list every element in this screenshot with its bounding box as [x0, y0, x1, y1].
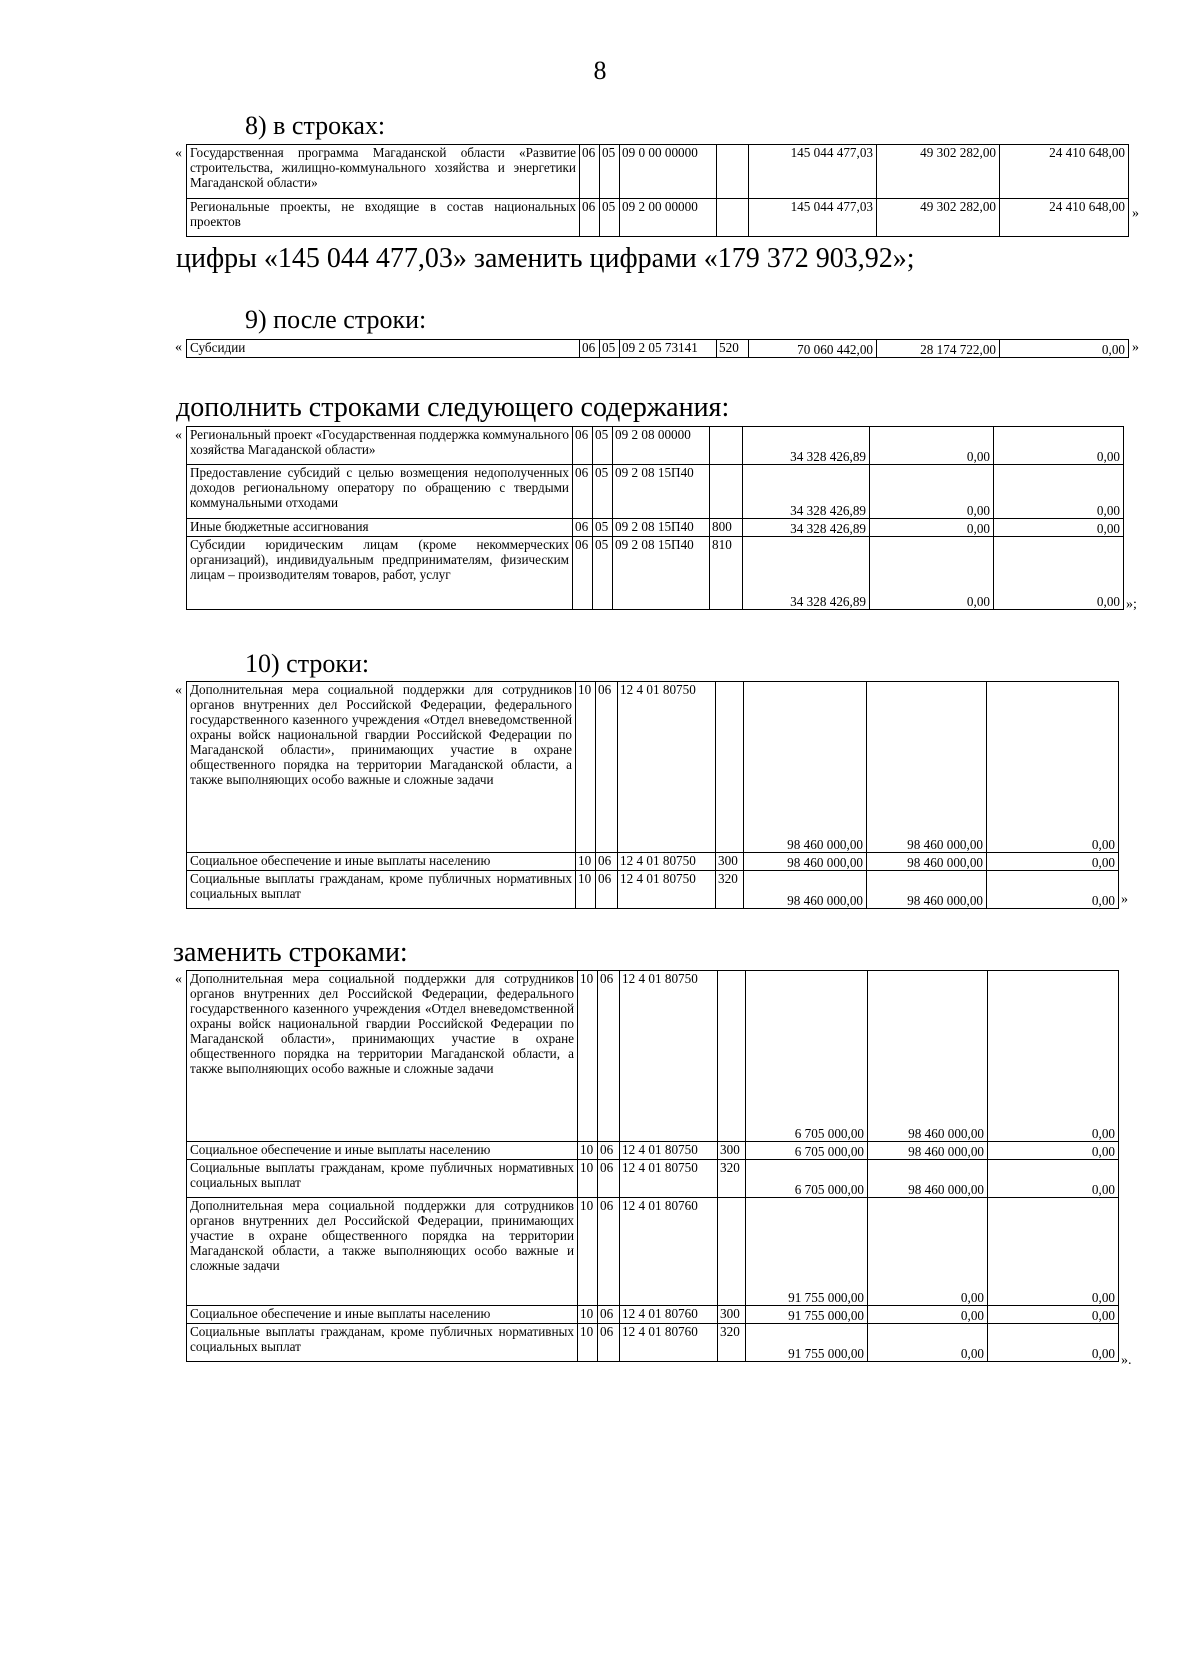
section-10-heading: 10) строки: — [245, 649, 370, 678]
amount-1: 98 460 000,00 — [744, 871, 867, 909]
section-code: 10 — [578, 1142, 598, 1160]
section-code: 10 — [578, 1324, 598, 1362]
target-article-code: 12 4 01 80750 — [620, 1142, 718, 1160]
amount-1: 145 044 477,03 — [749, 145, 877, 199]
row-description: Предоставление субсидий с целью возмещения недополученных доходов региональному оператору по обращению с твердыми коммунальными отходами — [187, 465, 573, 519]
subsection-code: 06 — [596, 871, 618, 909]
expense-type-code: 320 — [718, 1160, 746, 1198]
row-description: Дополнительная мера социальной поддержки для сотрудников органов внутренних дел Российской Федерации, федерального государственного казенного учреждения «Отдел вневедомственной охраны войск национальной гвардии Российской Федерации по Магаданской области», принимающих участие в охране общественного порядка на территории Магаданской области, а также выполняющих особо важные и сложные задачи — [187, 971, 578, 1142]
row-description: Социальные выплаты гражданам, кроме публичных нормативных социальных выплат — [187, 1324, 578, 1362]
row-description: Социальное обеспечение и иные выплаты населению — [187, 1306, 578, 1324]
section-code: 06 — [573, 519, 593, 537]
expense-type-code — [716, 682, 744, 853]
target-article-code: 12 4 01 80750 — [618, 871, 716, 909]
table-row — [187, 1142, 1119, 1160]
amount-1: 70 060 442,00 — [749, 340, 877, 358]
target-article-code: 09 0 00 00000 — [620, 145, 717, 199]
section-10-instruction: заменить строками: — [173, 937, 408, 968]
amount-2: 98 460 000,00 — [867, 682, 987, 853]
close-quote: » — [1132, 206, 1139, 221]
section-code: 10 — [578, 1306, 598, 1324]
subsection-code: 05 — [593, 519, 613, 537]
expense-type-code — [710, 465, 743, 519]
table-row — [187, 853, 1119, 871]
target-article-code: 09 2 08 15П40 — [613, 519, 710, 537]
table-row — [187, 1198, 1119, 1306]
close-quote: »; — [1126, 597, 1137, 612]
expense-type-code — [717, 145, 749, 199]
amount-1: 98 460 000,00 — [744, 853, 867, 871]
amount-3: 0,00 — [1000, 340, 1129, 358]
expense-type-code: 320 — [716, 871, 744, 909]
amount-2: 98 460 000,00 — [867, 853, 987, 871]
row-description: Социальное обеспечение и иные выплаты населению — [187, 853, 576, 871]
table-row — [187, 971, 1119, 1142]
target-article-code: 09 2 05 73141 — [620, 340, 717, 358]
row-description: Дополнительная мера социальной поддержки для сотрудников органов внутренних дел Российской Федерации, принимающих участие в охране общественного порядка на территории Магаданской области, а также выполняющих особо важные и сложные задачи — [187, 1198, 578, 1306]
amount-3: 0,00 — [988, 1198, 1119, 1306]
target-article-code: 09 2 08 15П40 — [613, 465, 710, 519]
target-article-code: 12 4 01 80760 — [620, 1198, 718, 1306]
amount-2: 0,00 — [868, 1306, 988, 1324]
amount-3: 0,00 — [987, 682, 1119, 853]
target-article-code: 12 4 01 80750 — [620, 971, 718, 1142]
amount-3: 0,00 — [994, 465, 1124, 519]
amount-2: 0,00 — [870, 519, 994, 537]
table-row — [187, 427, 1124, 465]
target-article-code: 12 4 01 80760 — [620, 1324, 718, 1362]
expense-type-code: 810 — [710, 537, 743, 610]
expense-type-code: 520 — [717, 340, 749, 358]
section-9-instruction: дополнить строками следующего содержания: — [176, 392, 730, 423]
amount-3: 0,00 — [988, 971, 1119, 1142]
subsection-code: 05 — [593, 465, 613, 519]
amount-3: 0,00 — [988, 1306, 1119, 1324]
amount-1: 6 705 000,00 — [746, 971, 868, 1142]
section-code: 06 — [580, 145, 600, 199]
target-article-code: 12 4 01 80760 — [620, 1306, 718, 1324]
amount-1: 145 044 477,03 — [749, 199, 877, 237]
amount-1: 34 328 426,89 — [743, 427, 870, 465]
amount-2: 49 302 282,00 — [877, 199, 1000, 237]
amount-1: 91 755 000,00 — [746, 1324, 868, 1362]
section-code: 06 — [573, 465, 593, 519]
section-8-instruction: цифры «145 044 477,03» заменить цифрами «179 372 903,92»; — [176, 243, 915, 274]
amount-2: 28 174 722,00 — [877, 340, 1000, 358]
table-row — [187, 1324, 1119, 1362]
table-row — [187, 145, 1129, 199]
row-description: Социальные выплаты гражданам, кроме публичных нормативных социальных выплат — [187, 1160, 578, 1198]
section-8-table — [186, 144, 1129, 237]
row-description: Государственная программа Магаданской области «Развитие строительства, жилищно-коммунального хозяйства и энергетики Магаданской области» — [187, 145, 580, 199]
amount-3: 0,00 — [987, 871, 1119, 909]
subsection-code: 06 — [598, 971, 620, 1142]
table-row — [187, 1160, 1119, 1198]
close-quote: » — [1121, 892, 1128, 907]
amount-3: 0,00 — [994, 537, 1124, 610]
amount-2: 0,00 — [870, 427, 994, 465]
section-8-heading: 8) в строках: — [245, 111, 386, 140]
table-row — [187, 1306, 1119, 1324]
row-description: Социальные выплаты гражданам, кроме публичных нормативных социальных выплат — [187, 871, 576, 909]
subsection-code: 05 — [593, 427, 613, 465]
target-article-code: 12 4 01 80750 — [618, 853, 716, 871]
open-quote: « — [175, 340, 182, 355]
section-10-table — [186, 681, 1119, 909]
amount-2: 0,00 — [868, 1198, 988, 1306]
amount-3: 0,00 — [994, 519, 1124, 537]
row-description: Дополнительная мера социальной поддержки для сотрудников органов внутренних дел Российской Федерации, федерального государственного казенного учреждения «Отдел вневедомственной охраны войск национальной гвардии Российской Федерации по Магаданской области», принимающих участие в охране общественного порядка на территории Магаданской области, а также выполняющих особо важные и сложные задачи — [187, 682, 576, 853]
section-code: 10 — [578, 1198, 598, 1306]
subsection-code: 05 — [600, 340, 620, 358]
row-description: Субсидии — [187, 340, 580, 358]
target-article-code: 12 4 01 80750 — [618, 682, 716, 853]
section-9-heading: 9) после строки: — [245, 305, 427, 334]
amount-2: 0,00 — [870, 537, 994, 610]
amount-1: 91 755 000,00 — [746, 1306, 868, 1324]
amount-3: 24 410 648,00 — [1000, 145, 1129, 199]
section-code: 10 — [576, 682, 596, 853]
section-code: 06 — [573, 537, 593, 610]
target-article-code: 09 2 00 00000 — [620, 199, 717, 237]
open-quote: « — [175, 972, 182, 987]
open-quote: « — [175, 428, 182, 443]
close-quote: » — [1132, 340, 1139, 355]
amount-3: 24 410 648,00 — [1000, 199, 1129, 237]
table-row — [187, 871, 1119, 909]
section-10-new-table — [186, 970, 1119, 1362]
expense-type-code: 800 — [710, 519, 743, 537]
section-code: 10 — [578, 971, 598, 1142]
close-quote: ». — [1121, 1353, 1132, 1368]
amount-3: 0,00 — [988, 1142, 1119, 1160]
table-row — [187, 465, 1124, 519]
open-quote: « — [175, 146, 182, 161]
target-article-code: 09 2 08 00000 — [613, 427, 710, 465]
amount-2: 98 460 000,00 — [868, 1142, 988, 1160]
expense-type-code: 320 — [718, 1324, 746, 1362]
amount-3: 0,00 — [988, 1324, 1119, 1362]
row-description: Региональные проекты, не входящие в состав национальных проектов — [187, 199, 580, 237]
section-code: 06 — [580, 199, 600, 237]
amount-1: 6 705 000,00 — [746, 1160, 868, 1198]
expense-type-code: 300 — [716, 853, 744, 871]
amount-1: 91 755 000,00 — [746, 1198, 868, 1306]
amount-1: 34 328 426,89 — [743, 537, 870, 610]
subsection-code: 06 — [596, 853, 618, 871]
table-row — [187, 537, 1124, 610]
section-code: 10 — [578, 1160, 598, 1198]
amount-3: 0,00 — [987, 853, 1119, 871]
row-description: Региональный проект «Государственная поддержка коммунального хозяйства Магаданской области» — [187, 427, 573, 465]
section-9-table — [186, 339, 1129, 358]
target-article-code: 09 2 08 15П40 — [613, 537, 710, 610]
amount-1: 98 460 000,00 — [744, 682, 867, 853]
amount-1: 34 328 426,89 — [743, 519, 870, 537]
expense-type-code: 300 — [718, 1306, 746, 1324]
amount-3: 0,00 — [994, 427, 1124, 465]
target-article-code: 12 4 01 80750 — [620, 1160, 718, 1198]
amount-3: 0,00 — [988, 1160, 1119, 1198]
subsection-code: 06 — [596, 682, 618, 853]
subsection-code: 06 — [598, 1306, 620, 1324]
amount-2: 98 460 000,00 — [868, 1160, 988, 1198]
section-code: 06 — [573, 427, 593, 465]
subsection-code: 06 — [598, 1324, 620, 1362]
table-row — [187, 340, 1129, 358]
table-row — [187, 199, 1129, 237]
row-description: Социальное обеспечение и иные выплаты населению — [187, 1142, 578, 1160]
subsection-code: 06 — [598, 1160, 620, 1198]
expense-type-code — [710, 427, 743, 465]
table-row — [187, 519, 1124, 537]
table-row — [187, 682, 1119, 853]
amount-1: 34 328 426,89 — [743, 465, 870, 519]
row-description: Иные бюджетные ассигнования — [187, 519, 573, 537]
subsection-code: 05 — [600, 145, 620, 199]
section-code: 06 — [580, 340, 600, 358]
open-quote: « — [175, 683, 182, 698]
expense-type-code: 300 — [718, 1142, 746, 1160]
amount-2: 0,00 — [870, 465, 994, 519]
row-description: Субсидии юридическим лицам (кроме некоммерческих организаций), индивидуальным предпринимателям, физическим лицам – производителям товаров, работ, услуг — [187, 537, 573, 610]
subsection-code: 06 — [598, 1198, 620, 1306]
amount-2: 49 302 282,00 — [877, 145, 1000, 199]
amount-2: 98 460 000,00 — [868, 971, 988, 1142]
amount-2: 98 460 000,00 — [867, 871, 987, 909]
section-9-added-table — [186, 426, 1124, 610]
section-code: 10 — [576, 871, 596, 909]
subsection-code: 06 — [598, 1142, 620, 1160]
amount-2: 0,00 — [868, 1324, 988, 1362]
expense-type-code — [718, 1198, 746, 1306]
subsection-code: 05 — [593, 537, 613, 610]
expense-type-code — [717, 199, 749, 237]
subsection-code: 05 — [600, 199, 620, 237]
amount-1: 6 705 000,00 — [746, 1142, 868, 1160]
expense-type-code — [718, 971, 746, 1142]
page-number: 8 — [593, 56, 607, 85]
section-code: 10 — [576, 853, 596, 871]
